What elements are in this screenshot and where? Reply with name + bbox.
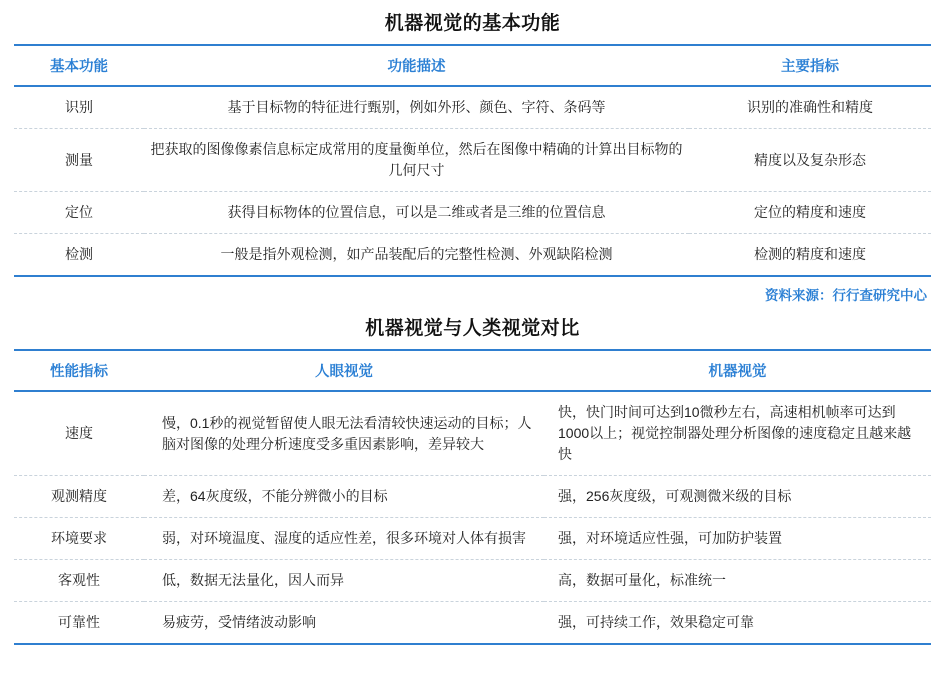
cell-function-description: 把获取的图像像素信息标定成常用的度量衡单位，然后在图像中精确的计算出目标物的几何尺寸 <box>144 129 689 192</box>
table-row <box>14 476 931 518</box>
table-row <box>14 518 931 560</box>
table-vision-comparison <box>14 349 931 645</box>
cell-function-metric: 识别的准确性和精度 <box>689 86 931 129</box>
cell-function-description: 一般是指外观检测，如产品装配后的完整性检测、外观缺陷检测 <box>144 234 689 277</box>
cell-human-vision: 差，64灰度级，不能分辨微小的目标 <box>144 476 544 518</box>
cell-metric-name: 速度 <box>14 391 144 476</box>
column-header-human-vision: 人眼视觉 <box>144 350 544 391</box>
column-header-metric: 主要指标 <box>689 45 931 86</box>
column-header-function: 基本功能 <box>14 45 144 86</box>
table-row <box>14 86 931 129</box>
cell-function-name: 定位 <box>14 192 144 234</box>
cell-machine-vision: 高，数据可量化，标准统一 <box>544 560 931 602</box>
cell-human-vision: 弱，对环境温度、湿度的适应性差，很多环境对人体有损害 <box>144 518 544 560</box>
column-header-performance-metric: 性能指标 <box>14 350 144 391</box>
cell-metric-name: 可靠性 <box>14 602 144 645</box>
cell-machine-vision: 强，对环境适应性强，可加防护装置 <box>544 518 931 560</box>
table-basic-functions <box>14 44 931 277</box>
cell-machine-vision: 快，快门时间可达到10微秒左右，高速相机帧率可达到1000以上；视觉控制器处理分析图像的速度稳定且越来越快 <box>544 391 931 476</box>
table-row <box>14 192 931 234</box>
page-title-basic-functions: 机器视觉的基本功能 <box>384 13 561 34</box>
cell-function-name: 检测 <box>14 234 144 277</box>
cell-human-vision: 低，数据无法量化，因人而异 <box>144 560 544 602</box>
cell-human-vision: 易疲劳，受情绪波动影响 <box>144 602 544 645</box>
source-note: 资料来源：行行查研究中心 <box>765 288 927 303</box>
cell-function-description: 基于目标物的特征进行甄别，例如外形、颜色、字符、条码等 <box>144 86 689 129</box>
cell-human-vision: 慢，0.1秒的视觉暂留使人眼无法看清较快速运动的目标；人脑对图像的处理分析速度受多重因素影响，差异较大 <box>144 391 544 476</box>
cell-machine-vision: 强，256灰度级，可观测微米级的目标 <box>544 476 931 518</box>
table-row <box>14 602 931 645</box>
cell-metric-name: 观测精度 <box>14 476 144 518</box>
cell-metric-name: 环境要求 <box>14 518 144 560</box>
table-header-row <box>14 350 931 391</box>
cell-function-metric: 精度以及复杂形态 <box>689 129 931 192</box>
column-header-description: 功能描述 <box>144 45 689 86</box>
column-header-machine-vision: 机器视觉 <box>544 350 931 391</box>
cell-function-description: 获得目标物体的位置信息，可以是二维或者是三维的位置信息 <box>144 192 689 234</box>
cell-function-metric: 检测的精度和速度 <box>689 234 931 277</box>
table-row <box>14 391 931 476</box>
cell-function-metric: 定位的精度和速度 <box>689 192 931 234</box>
table-header-row <box>14 45 931 86</box>
table-row <box>14 234 931 277</box>
cell-machine-vision: 强，可持续工作，效果稳定可靠 <box>544 602 931 645</box>
cell-function-name: 识别 <box>14 86 144 129</box>
page-title-vision-comparison: 机器视觉与人类视觉对比 <box>365 318 580 339</box>
cell-metric-name: 客观性 <box>14 560 144 602</box>
table-row <box>14 560 931 602</box>
table-row <box>14 129 931 192</box>
cell-function-name: 测量 <box>14 129 144 192</box>
